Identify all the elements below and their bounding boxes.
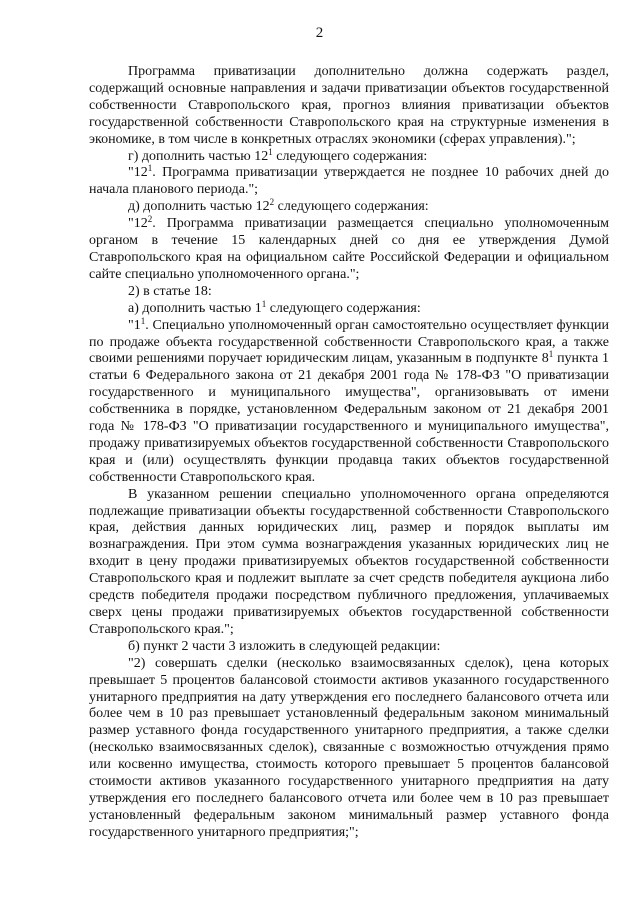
paragraph-text: пункта 1 статьи 6 Федерального закона от 21 декабря 2001 года № 178-ФЗ "О приватизации государственного и муниципального имущества", организовывать от имени собственника в порядке, установленном Федеральным законом от 21 декабря 2001 года № 178-ФЗ "О приватизации государственного и муниципального имущества", продажу приватизируемых объектов государственной собственности Ставропольского края и (или) осуществлять функции продавца таких объектов государственной собственности Ставропольского края. [89,351,609,485]
paragraph-text: . Специально уполномоченный орган самостоятельно осуществляет функции по продаже объекта государственной собственности Ставропольского края, а также своими решениями поручает юридическим лицам, указанным в подпункте 8 [89,317,609,367]
paragraph-text: "12 [128,165,148,181]
paragraph-text: д) дополнить частью 12 [128,199,270,215]
paragraph [89,165,609,199]
paragraph-text: следующего содержания: [274,199,429,215]
paragraph-text: . Программа приватизации утверждается не позднее 10 рабочих дней до начала планового периода."; [89,165,609,198]
paragraph-text: "12 [128,216,148,232]
paragraph-text: г) дополнить частью 12 [128,148,269,164]
paragraph-text: "1 [128,317,141,333]
paragraph-text: б) пункт 2 части 3 изложить в следующей редакции: [128,638,441,654]
paragraph [89,199,609,216]
paragraph-text: . Программа приватизации размещается специально уполномоченным органом в течение 15 календарных дней со дня ее утверждения Думой Ставропольского края на официальном сайте Российской Федерации и официальном сайте специально уполномоченного органа."; [89,216,609,282]
paragraph [89,639,609,656]
paragraph [89,487,609,639]
paragraph [89,315,609,487]
paragraph [89,284,609,301]
paragraph [89,64,609,149]
paragraph-text: Программа приватизации дополнительно должна содержать раздел, содержащий основные направления и задачи приватизации объектов государственной собственности Ставропольского края, прогноз влияния приватизации объектов государственной собственности Ставропольского края на структурные изменения в экономике, в том числе в конкретных отраслях экономики (сферах управления)."; [89,64,609,147]
paragraph [89,216,609,284]
document-body [89,64,609,842]
superscript-index: 1 [147,163,153,174]
superscript-index: 1 [140,315,146,326]
superscript-index: 1 [268,146,273,157]
paragraph [89,298,609,318]
page-number: 2 [315,25,324,41]
paragraph-text: следующего содержания: [272,148,428,164]
superscript-index: 2 [147,214,153,225]
superscript-index: 1 [261,298,267,309]
paragraph-text: а) дополнить частью 1 [128,300,262,316]
paragraph-text: 2) в статье 18: [128,283,212,299]
paragraph [89,656,609,842]
superscript-index: 2 [269,197,275,208]
paragraph-text: "2) совершать сделки (несколько взаимосвязанных сделок), цена которых превышает 5 процентов балансовой стоимости активов указанного государственного унитарного предприятия на дату утверждения его последнего балансового отчета или более чем в 10 раз превышает установленный федеральным законом минимальный размер уставного фонда государственного унитарного предприятия, а также сделки (несколько взаимосвязанных сделок), связанные с возможностью отчуждения прямо или косвенно имущества, стоимость которого превышает 5 процентов балансовой стоимости активов указанного государственного унитарного предприятия на дату утверждения его последнего балансового отчета или более чем в 10 раз превышает установленный федеральным законом минимальный размер уставного фонда государственного унитарного предприятия;"; [89,655,609,840]
paragraph-text: следующего содержания: [266,300,421,316]
paragraph-text: В указанном решении специально уполномоченного органа определяются подлежащие приватизации объекты государственной собственности Ставропольского края, действия данных юридических лиц, размер и порядок выплаты им вознаграждения. При этом сумма вознаграждения указанных юридических лиц не входит в цену продажи приватизируемых объектов государственной собственности Ставропольского края и подлежит выплате за счет средств победителя аукциона либо средств победителя продажи посредством публичного предложения, уплачиваемых сверх цены продажи приватизируемых объектов государственной собственности Ставропольского края."; [89,486,609,637]
superscript-index: 1 [548,349,554,360]
paragraph [89,146,609,166]
